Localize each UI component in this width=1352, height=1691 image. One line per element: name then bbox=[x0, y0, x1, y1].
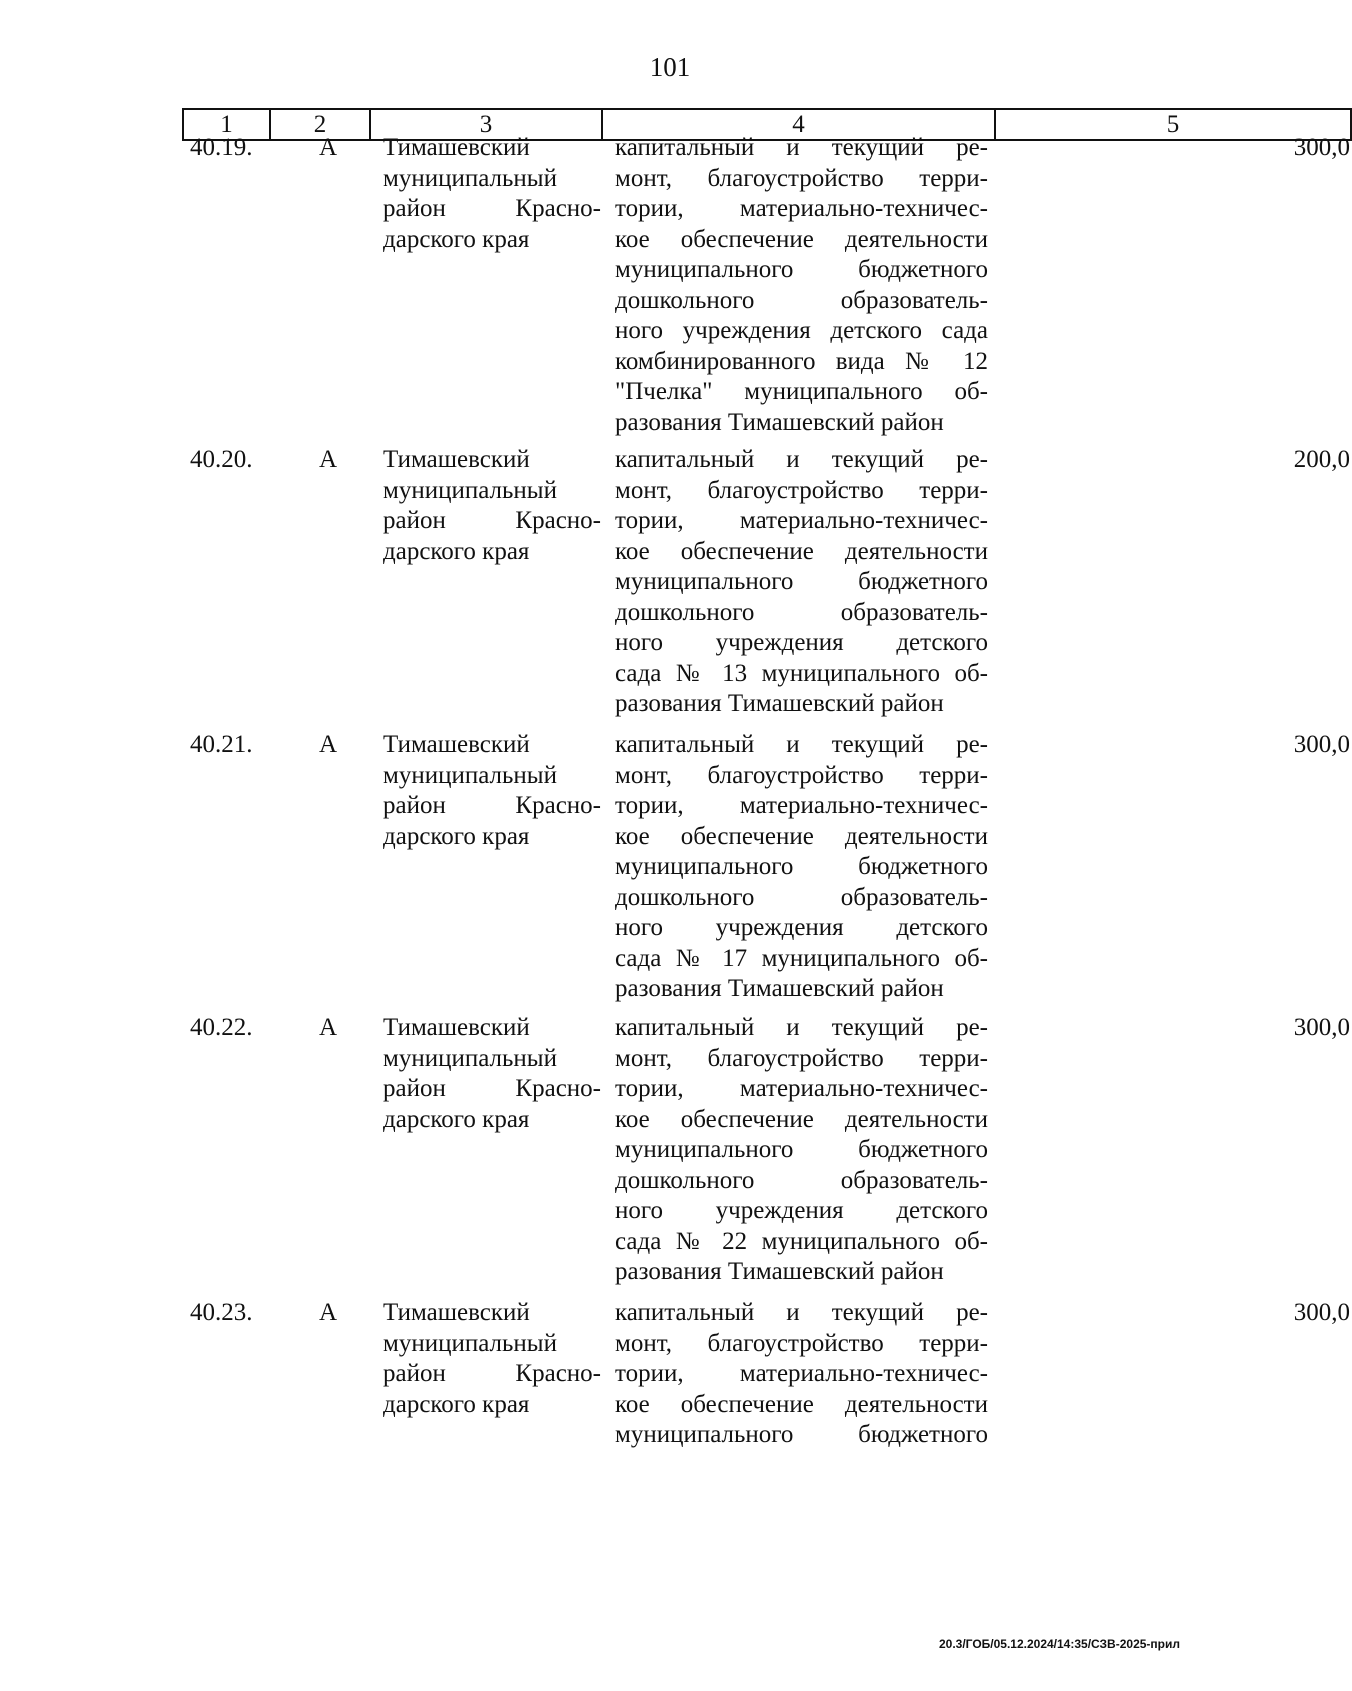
row-number: 40.21. bbox=[190, 731, 253, 758]
desc-line: дошкольного образователь- bbox=[615, 883, 988, 911]
desc-line: ного учреждения детского сада bbox=[615, 317, 988, 344]
page-number: 101 bbox=[649, 52, 691, 82]
table-row bbox=[182, 445, 1352, 720]
row-organization bbox=[369, 1013, 601, 1288]
desc-line: "Пчелка" муниципального об- bbox=[615, 378, 988, 405]
org-line: дарского края bbox=[383, 1390, 530, 1418]
desc-line: тории, материально-техничес- bbox=[615, 792, 988, 819]
desc-line: муниципального бюджетного bbox=[615, 256, 988, 283]
desc-line: дошкольного образователь- bbox=[615, 286, 988, 314]
row-amount: 300,0 bbox=[1293, 1299, 1350, 1326]
org-line: район Красно- bbox=[383, 1075, 601, 1102]
desc-line: ного учреждения детского bbox=[615, 629, 988, 656]
row-number: 40.23. bbox=[190, 1299, 253, 1326]
org-line: район Красно- bbox=[383, 507, 601, 534]
column-header-2: 2 bbox=[271, 110, 371, 140]
row-description bbox=[601, 730, 994, 1005]
desc-line: капитальный и текущий ре- bbox=[615, 446, 988, 473]
row-number: 40.22. bbox=[190, 1014, 253, 1041]
table-row bbox=[182, 133, 1352, 438]
desc-line: кое обеспечение деятельности bbox=[615, 225, 988, 253]
column-header-1: 1 bbox=[184, 110, 271, 140]
row-organization bbox=[369, 730, 601, 1005]
desc-line: сада № 13 муниципального об- bbox=[615, 659, 988, 687]
org-line: дарского края bbox=[383, 225, 530, 253]
desc-line: тории, материально-техничес- bbox=[615, 195, 988, 222]
org-line: район Красно- bbox=[383, 1360, 601, 1387]
row-organization bbox=[369, 1298, 601, 1451]
row-amount: 300,0 bbox=[1293, 731, 1350, 758]
desc-line: монт, благоустройство терри- bbox=[615, 164, 988, 192]
table-row bbox=[182, 1013, 1352, 1288]
org-line: муниципальный bbox=[383, 164, 557, 192]
org-line: дарского края bbox=[383, 537, 530, 565]
desc-line: ного учреждения детского bbox=[615, 914, 988, 941]
table-row bbox=[182, 730, 1352, 1005]
column-header-5: 5 bbox=[1166, 111, 1180, 138]
org-line: Тимашевский bbox=[383, 134, 530, 161]
desc-line: капитальный и текущий ре- bbox=[615, 1014, 988, 1041]
column-header-4: 4 bbox=[603, 110, 996, 140]
row-type: А bbox=[319, 1014, 338, 1041]
org-line: дарского края bbox=[383, 822, 530, 850]
desc-line: сада № 22 муниципального об- bbox=[615, 1227, 988, 1255]
row-organization bbox=[369, 133, 601, 438]
org-line: дарского края bbox=[383, 1105, 530, 1133]
row-amount: 300,0 bbox=[1293, 1014, 1350, 1041]
org-line: муниципальный bbox=[383, 1329, 557, 1357]
desc-line: разования Тимашевский район bbox=[615, 1258, 944, 1285]
desc-line: тории, материально-техничес- bbox=[615, 507, 988, 534]
document-footer-code: 20.3/ГОБ/05.12.2024/14:35/СЗВ-2025-прил bbox=[938, 1637, 1180, 1651]
org-line: район Красно- bbox=[383, 792, 601, 819]
desc-line: разования Тимашевский район bbox=[615, 408, 944, 436]
desc-line: дошкольного образователь- bbox=[615, 1166, 988, 1194]
desc-line: капитальный и текущий ре- bbox=[615, 1299, 988, 1326]
desc-line: комбинированного вида № 12 bbox=[615, 347, 988, 375]
desc-line: сада № 17 муниципального об- bbox=[615, 944, 988, 972]
desc-line: кое обеспечение деятельности bbox=[615, 822, 988, 850]
table-row bbox=[182, 1298, 1352, 1451]
row-description bbox=[601, 133, 994, 438]
desc-line: монт, благоустройство терри- bbox=[615, 1044, 988, 1072]
row-type: А bbox=[319, 446, 338, 473]
desc-line: кое обеспечение деятельности bbox=[615, 537, 988, 565]
row-number: 40.20. bbox=[190, 446, 253, 473]
desc-line: тории, материально-техничес- bbox=[615, 1360, 988, 1387]
row-description bbox=[601, 1298, 994, 1451]
desc-line: муниципального бюджетного bbox=[615, 1136, 988, 1163]
row-organization bbox=[369, 445, 601, 720]
row-type: А bbox=[319, 731, 338, 758]
column-header-3: 3 bbox=[371, 110, 603, 140]
desc-line: муниципального бюджетного bbox=[615, 1421, 988, 1448]
row-type: А bbox=[319, 134, 338, 161]
org-line: Тимашевский bbox=[383, 1014, 530, 1041]
desc-line: тории, материально-техничес- bbox=[615, 1075, 988, 1102]
org-line: муниципальный bbox=[383, 761, 557, 789]
row-type: А bbox=[319, 1299, 338, 1326]
org-line: муниципальный bbox=[383, 1044, 557, 1072]
desc-line: капитальный и текущий ре- bbox=[615, 731, 988, 758]
row-amount: 200,0 bbox=[1293, 446, 1350, 473]
desc-line: дошкольного образователь- bbox=[615, 598, 988, 626]
org-line: муниципальный bbox=[383, 476, 557, 504]
desc-line: монт, благоустройство терри- bbox=[615, 761, 988, 789]
org-line: Тимашевский bbox=[383, 1299, 530, 1326]
org-line: Тимашевский bbox=[383, 446, 530, 473]
desc-line: разования Тимашевский район bbox=[615, 690, 944, 717]
desc-line: монт, благоустройство терри- bbox=[615, 476, 988, 504]
desc-line: муниципального бюджетного bbox=[615, 568, 988, 595]
desc-line: разования Тимашевский район bbox=[615, 975, 944, 1002]
desc-line: ного учреждения детского bbox=[615, 1197, 988, 1224]
row-description bbox=[601, 445, 994, 720]
desc-line: муниципального бюджетного bbox=[615, 853, 988, 880]
org-line: район Красно- bbox=[383, 195, 601, 222]
desc-line: капитальный и текущий ре- bbox=[615, 134, 988, 161]
row-number: 40.19. bbox=[190, 134, 253, 161]
desc-line: монт, благоустройство терри- bbox=[615, 1329, 988, 1357]
desc-line: кое обеспечение деятельности bbox=[615, 1105, 988, 1133]
desc-line: кое обеспечение деятельности bbox=[615, 1390, 988, 1418]
org-line: Тимашевский bbox=[383, 731, 530, 758]
row-amount: 300,0 bbox=[1293, 134, 1350, 161]
row-description bbox=[601, 1013, 994, 1288]
